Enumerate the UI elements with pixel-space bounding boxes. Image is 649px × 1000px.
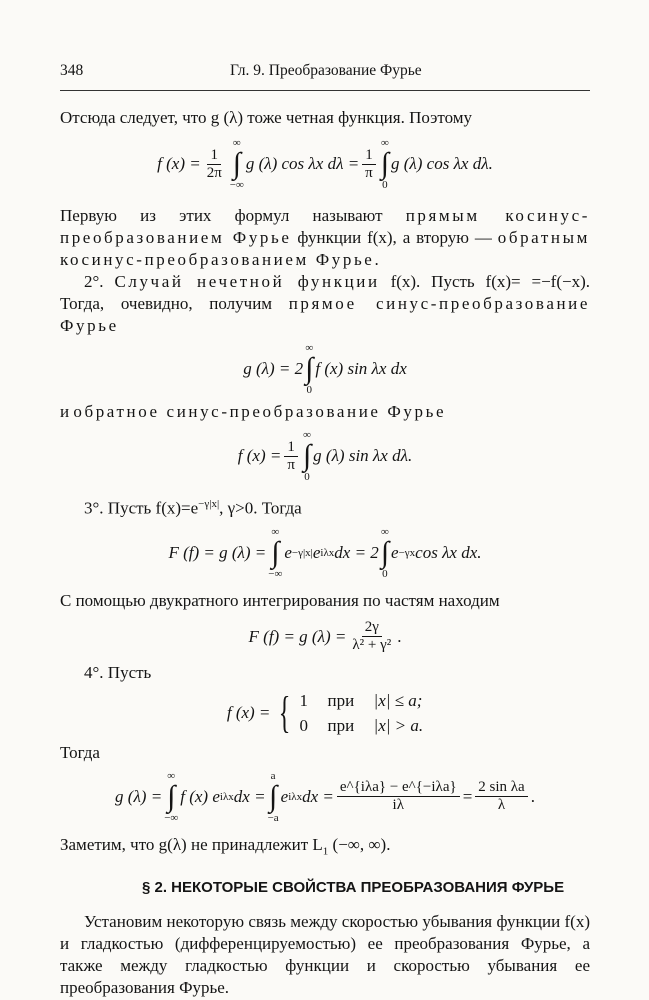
text-line: и обратное синус-преобразование Фурье: [60, 402, 447, 421]
integral-sign: a ∫ −a: [267, 769, 279, 824]
running-title: Гл. 9. Преобразование Фурье: [230, 62, 422, 79]
fraction: $\frac{1}{\pi}$: [284, 439, 298, 474]
page-header: [60, 62, 590, 84]
integral-sign: ∞ ∫ 0: [305, 342, 314, 396]
fraction: $\frac{\text{e\textasciicircum{}\{iλa\} − e\textasciicircum{}\{−iλa\}}}{i\lambda}$: [337, 779, 460, 814]
text-line: С помощью двукратного интегрирования по частям находим: [60, 590, 500, 610]
integral-sign: ∞ ∫ −∞: [268, 525, 283, 580]
formula-direct-sine: g (λ) = 2 ∞ ∫ 0 f (x) sin λx dx: [243, 342, 407, 396]
integral-sign: ∞ ∫ −∞: [229, 137, 244, 191]
integral-sign: ∞ ∫ −∞: [164, 769, 179, 824]
fraction: $\frac{2\gamma}{\text{λ² + γ²}}$: [352, 619, 392, 654]
formula-inverse-sine: f (x) = $\frac{1}{\pi}$ ∞ ∫ 0 g (λ) sin λx dλ.: [237, 429, 413, 483]
page-number: 348: [60, 62, 84, 79]
header-rule: [60, 90, 590, 91]
text-line: 4°. Пусть: [84, 662, 152, 682]
fraction: $\frac{1}{2\pi}$: [206, 146, 222, 181]
formula-piecewise: f (x) = { 1 при |x| ≤ a; 0 при |x| > a.: [226, 687, 424, 737]
fraction: $\frac{\text{2 sin λa}}{\lambda}$: [475, 779, 527, 814]
text-line: Отсюда следует, что g (λ) тоже четная функция. Поэтому: [60, 108, 473, 127]
paragraph: 2°. Случай нечетной функции f(x). Пусть f(x)= =−f(−x). Тогда, очевидно, получим прямое синус-преобразование Фурье: [60, 272, 591, 335]
text-line: Заметим, что g(λ) не принадлежит $L_1$ (−∞, ∞).: [60, 834, 391, 858]
integral-sign: ∞ ∫ 0: [302, 429, 312, 483]
text-line: Тогда: [60, 742, 100, 762]
integral-sign: ∞ ∫ 0: [380, 525, 390, 580]
book-page: [60, 62, 590, 999]
paragraph: Установим некоторую связь между скоростью убывания функции f(x) и гладкостью (дифференцируемостью) ее преобразования Фурье, а также между гладкостью функции и скоростью убывания ее преобразования Фурье.: [60, 912, 590, 998]
formula-result: F (f) = g (λ) = $\frac{2\gamma}{\text{λ² + γ²}}$ .: [248, 619, 402, 654]
formula-inverse-cosine: f (x) = $\frac{1}{2\pi}$ ∞ ∫ −∞ g (λ) cos λx dλ = $\frac{1}{\pi}$ ∞ ∫ 0 g (λ) cos λx dλ.: [157, 137, 493, 191]
formula-transform-result: g (λ) = ∞ ∫ −∞ f (x) e iλx dx = a ∫ −a e iλx dx = $\frac{\text{e\textasciicircum{}\{iλa\} − e\textasciicircum{}\{−iλa\}}}{i\lambda}$ = $\frac{\text{2 sin λa}}{\lambda}$ .: [115, 769, 535, 824]
fraction: $\frac{1}{\pi}$: [362, 147, 376, 182]
formula-example-exp: F (f) = g (λ) = ∞ ∫ −∞ e −γ|x| e iλx dx = 2 ∞ ∫ 0 e −γx cos λx dx.: [168, 525, 482, 580]
brace: {: [279, 687, 291, 737]
paragraph: Первую из этих формул называют прямым косинус-преобразованием Фурье функции f(x), а вторую — обратным косинус-преобразованием Фурье.: [60, 206, 591, 269]
text-line: 3°. Пусть $f(x)=e^{-\gamma|x|}$, γ>0. Тогда: [84, 498, 302, 518]
integral-sign: ∞ ∫ 0: [380, 137, 389, 191]
section-title: § 2. НЕКОТОРЫЕ СВОЙСТВА ПРЕОБРАЗОВАНИЯ ФУРЬЕ: [142, 879, 565, 897]
